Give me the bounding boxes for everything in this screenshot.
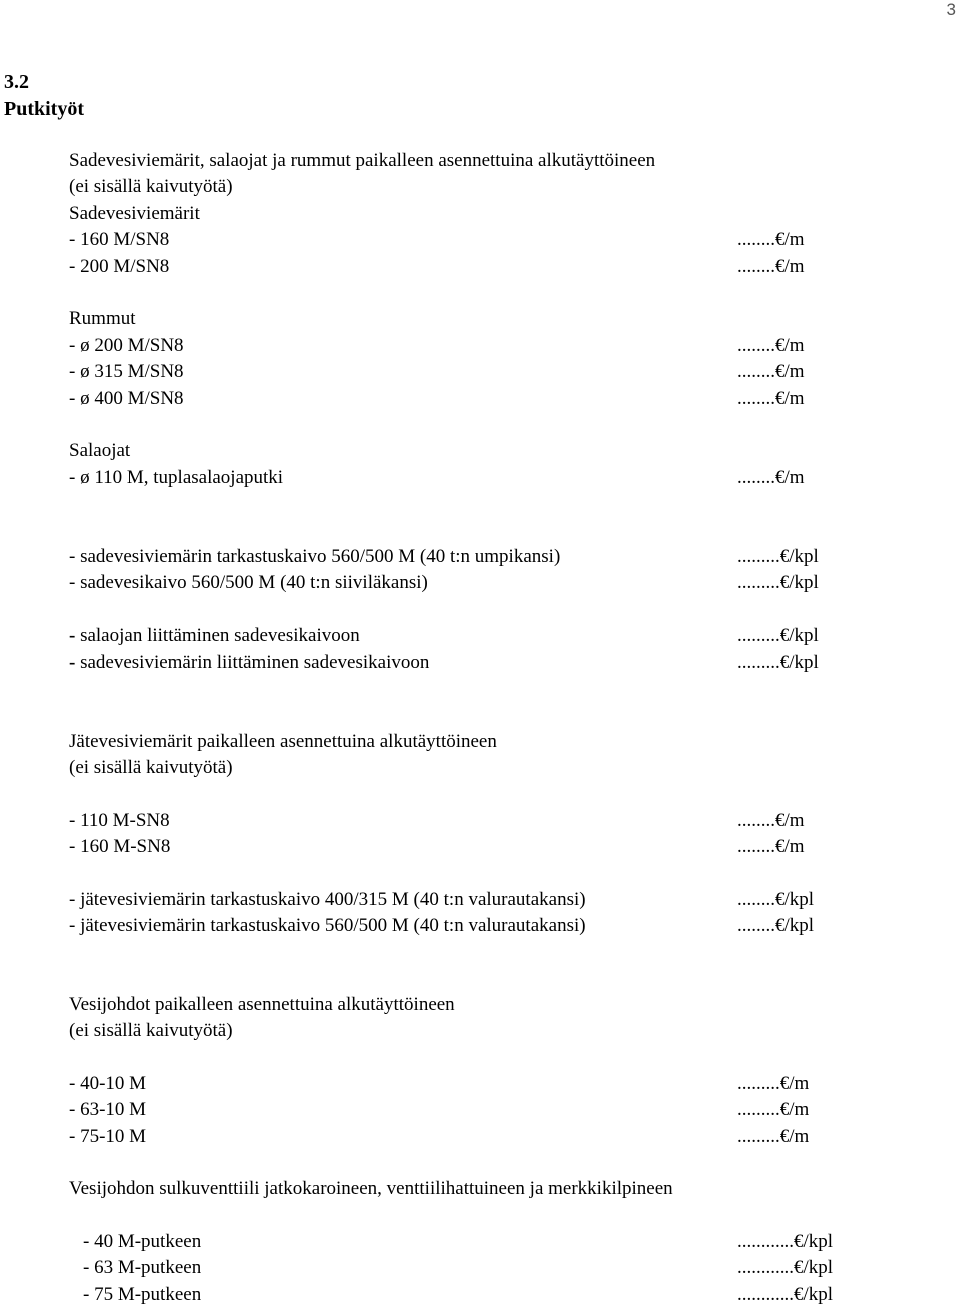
valve-label: - 40 M-putkeen xyxy=(83,1231,202,1252)
connection-label: salaojan liittäminen sadevesikaivoon xyxy=(75,625,360,646)
drains-title: Salaojat xyxy=(69,440,131,461)
culvert-label: - ø 315 M/SN8 xyxy=(69,361,184,382)
water-pipe-label: - 75-10 M xyxy=(69,1126,147,1147)
rain-well-price: .........€/kpl xyxy=(737,572,819,593)
culverts-title: Rummut xyxy=(69,308,136,329)
sewer-pipe-label: - 160 M-SN8 xyxy=(69,836,171,857)
water-intro-line1: Vesijohdot paikalleen asennettuina alkutäyttöineen xyxy=(69,994,455,1015)
sewer-pipe-label: - 110 M-SN8 xyxy=(69,810,170,831)
water-pipe-label: - 40-10 M xyxy=(69,1073,147,1094)
rain-pipe-price: ........€/m xyxy=(737,256,805,277)
sewer-well-label: - jätevesiviemärin tarkastuskaivo 400/315 M (40 t:n valurautakansi) xyxy=(69,889,586,910)
valve-price: ............€/kpl xyxy=(737,1231,834,1252)
connection-dash: - xyxy=(69,625,76,646)
sewer-well-price: ........€/kpl xyxy=(737,889,815,910)
rain-well-price: .........€/kpl xyxy=(737,546,819,567)
sewer-intro-line1: Jätevesiviemärit paikalleen asennettuina alkutäyttöineen xyxy=(69,731,497,752)
connection-row xyxy=(69,624,360,648)
section-title: Putkityöt xyxy=(4,98,84,120)
water-pipe-price: .........€/m xyxy=(737,1073,810,1094)
rain-pipe-price: ........€/m xyxy=(737,229,805,250)
sewer-well-price: ........€/kpl xyxy=(737,915,815,936)
connection-price: .........€/kpl xyxy=(737,625,819,646)
section-number: 3.2 xyxy=(4,71,29,93)
drain-price: ........€/m xyxy=(737,467,805,488)
water-pipe-price: .........€/m xyxy=(737,1099,810,1120)
water-pipe-label: - 63-10 M xyxy=(69,1099,147,1120)
connection-label: sadevesiviemärin liittäminen sadevesikaivoon xyxy=(75,652,430,673)
sewer-pipe-price: ........€/m xyxy=(737,836,805,857)
sewer-intro-line2: (ei sisällä kaivutyötä) xyxy=(69,757,233,778)
rain-well-label: - sadevesiviemärin tarkastuskaivo 560/500 M (40 t:n umpikansi) xyxy=(69,546,561,567)
connection-dash: - xyxy=(69,652,76,673)
valve-price: ............€/kpl xyxy=(737,1284,834,1305)
rain-pipe-label: - 160 M/SN8 xyxy=(69,229,170,250)
rain-well-label: - sadevesikaivo 560/500 M (40 t:n siiviläkansi) xyxy=(69,572,428,593)
water-intro-line2: (ei sisällä kaivutyötä) xyxy=(69,1020,233,1041)
culvert-label: - ø 200 M/SN8 xyxy=(69,335,184,356)
valve-price: ............€/kpl xyxy=(737,1257,834,1278)
sewer-pipe-price: ........€/m xyxy=(737,810,805,831)
water-pipe-price: .........€/m xyxy=(737,1126,810,1147)
culvert-price: ........€/m xyxy=(737,361,805,382)
rain-intro-line1: Sadevesiviemärit, salaojat ja rummut paikalleen asennettuina alkutäyttöineen xyxy=(69,150,656,171)
page-number: 3 xyxy=(946,0,956,19)
culvert-price: ........€/m xyxy=(737,388,805,409)
sewer-well-label: - jätevesiviemärin tarkastuskaivo 560/500 M (40 t:n valurautakansi) xyxy=(69,915,586,936)
valve-label: - 75 M-putkeen xyxy=(83,1284,202,1305)
rain-pipe-label: - 200 M/SN8 xyxy=(69,256,170,277)
connection-price: .........€/kpl xyxy=(737,652,819,673)
rain-subtitle: Sadevesiviemärit xyxy=(69,203,200,224)
culvert-price: ........€/m xyxy=(737,335,805,356)
rain-intro-line2: (ei sisällä kaivutyötä) xyxy=(69,176,233,197)
culvert-label: - ø 400 M/SN8 xyxy=(69,388,184,409)
valve-label: - 63 M-putkeen xyxy=(83,1257,202,1278)
drain-label: - ø 110 M, tuplasalaojaputki xyxy=(69,467,284,488)
valves-title: Vesijohdon sulkuventtiili jatkokaroineen, venttiilihattuineen ja merkkikilpineen xyxy=(69,1178,673,1199)
connection-row xyxy=(69,651,429,675)
